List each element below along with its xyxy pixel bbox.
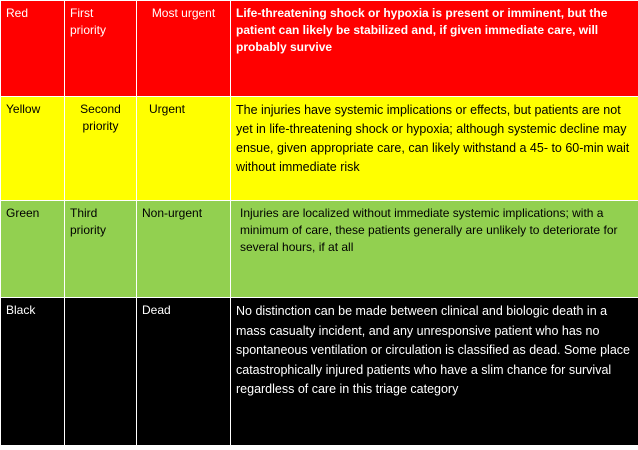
triage-urgency-cell: Most urgent xyxy=(137,1,231,97)
triage-row-green xyxy=(1,201,638,298)
triage-description-cell: The injuries have systemic implications or effects, but patients are not yet in life-threatening shock or hypoxia; although systemic decline may ensue, given appropriate care, can likely withstand a 45- to 60-min wait without immediate risk xyxy=(231,97,638,201)
triage-priority-cell xyxy=(65,298,137,446)
triage-priority-cell: First priority xyxy=(65,1,137,97)
triage-description-cell: No distinction can be made between clinical and biologic death in a mass casualty incident, and any unresponsive patient who has no spontaneous ventilation or circulation is classified as dead. Some place catastrophically injured patients who have a slim chance for survival regardless of care in this triage category xyxy=(231,298,638,446)
triage-color-cell: Green xyxy=(1,201,65,298)
triage-urgency-cell: Urgent xyxy=(137,97,231,201)
triage-priority-cell: Second priority xyxy=(65,97,137,201)
triage-color-cell: Black xyxy=(1,298,65,446)
triage-row-black xyxy=(1,298,638,446)
triage-row-yellow xyxy=(1,97,638,201)
triage-color-cell: Red xyxy=(1,1,65,97)
triage-priority-cell: Third priority xyxy=(65,201,137,298)
triage-urgency-cell: Dead xyxy=(137,298,231,446)
triage-row-red xyxy=(1,1,638,97)
triage-description-cell: Injuries are localized without immediate systemic implications; with a minimum of care, these patients generally are unlikely to deteriorate for several hours, if at all xyxy=(231,201,638,298)
triage-urgency-cell: Non-urgent xyxy=(137,201,231,298)
triage-description-cell: Life-threatening shock or hypoxia is present or imminent, but the patient can likely be stabilized and, if given immediate care, will probably survive xyxy=(231,1,638,97)
triage-color-cell: Yellow xyxy=(1,97,65,201)
